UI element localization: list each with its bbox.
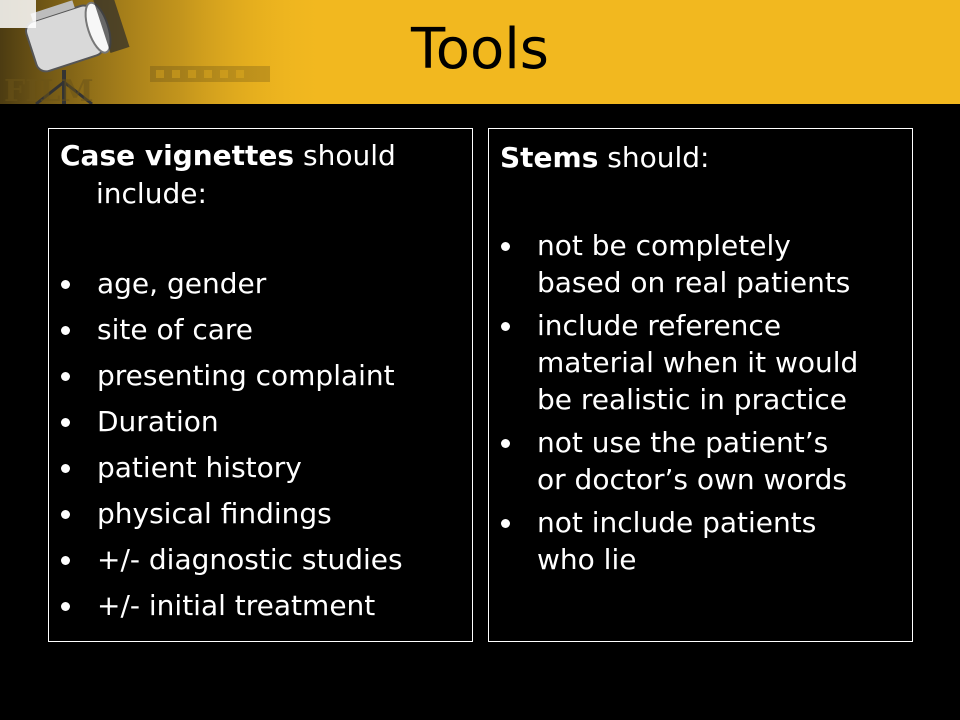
- bullet-dot-icon: [61, 556, 70, 565]
- bullet-dot-icon: [501, 242, 510, 251]
- list-item-text: +/- diagnostic studies: [97, 543, 403, 576]
- list-item: [49, 587, 473, 624]
- list-item: [49, 357, 473, 394]
- list-item: [49, 541, 473, 578]
- list-item-line: based on real patients: [537, 266, 851, 299]
- list-item: [49, 311, 473, 348]
- bullet-dot-icon: [61, 326, 70, 335]
- list-item: [49, 449, 473, 486]
- list-item: [49, 495, 473, 532]
- case-vignettes-list: [49, 265, 473, 633]
- bullet-dot-icon: [501, 519, 510, 528]
- list-item-line: material when it would: [537, 346, 859, 379]
- list-item-line: who lie: [537, 543, 637, 576]
- stems-heading-rest: should:: [598, 141, 710, 174]
- list-item-text: physical findings: [97, 497, 332, 530]
- bullet-dot-icon: [501, 439, 510, 448]
- case-vignettes-heading: [60, 137, 460, 213]
- list-item: [489, 227, 913, 301]
- bullet-dot-icon: [501, 322, 510, 331]
- list-item-text: +/- initial treatment: [97, 589, 376, 622]
- bullet-dot-icon: [61, 510, 70, 519]
- stems-heading-bold: Stems: [500, 141, 599, 174]
- slide-title: Tools: [411, 17, 549, 82]
- list-item-text: age, gender: [97, 267, 267, 300]
- bullet-dot-icon: [61, 602, 70, 611]
- list-item: [489, 307, 913, 418]
- list-item-line: not use the patient’s: [537, 426, 829, 459]
- list-item-line: include reference: [537, 309, 782, 342]
- list-item-text: patient history: [97, 451, 302, 484]
- list-item-line: not include patients: [537, 506, 817, 539]
- list-item: [49, 403, 473, 440]
- list-item-line: be realistic in practice: [537, 383, 848, 416]
- case-vignettes-heading-bold: Case vignettes: [60, 139, 295, 172]
- list-item: [49, 265, 473, 302]
- list-item-line: not be completely: [537, 229, 791, 262]
- stems-heading: [500, 139, 900, 177]
- case-vignettes-heading-rest: should: [294, 139, 396, 172]
- svg-text:FILM: FILM: [4, 74, 94, 104]
- list-item-text: Duration: [97, 405, 219, 438]
- bullet-dot-icon: [61, 418, 70, 427]
- stems-box: [488, 128, 913, 642]
- bullet-dot-icon: [61, 280, 70, 289]
- list-item: [489, 504, 913, 578]
- title-band: [0, 0, 960, 104]
- stems-list: [489, 227, 913, 584]
- bullet-dot-icon: [61, 464, 70, 473]
- case-vignettes-box: [48, 128, 473, 642]
- list-item-line: or doctor’s own words: [537, 463, 847, 496]
- bullet-dot-icon: [61, 372, 70, 381]
- list-item-text: site of care: [97, 313, 254, 346]
- case-vignettes-heading-line2: include:: [96, 177, 207, 210]
- list-item-text: presenting complaint: [97, 359, 395, 392]
- list-item: [489, 424, 913, 498]
